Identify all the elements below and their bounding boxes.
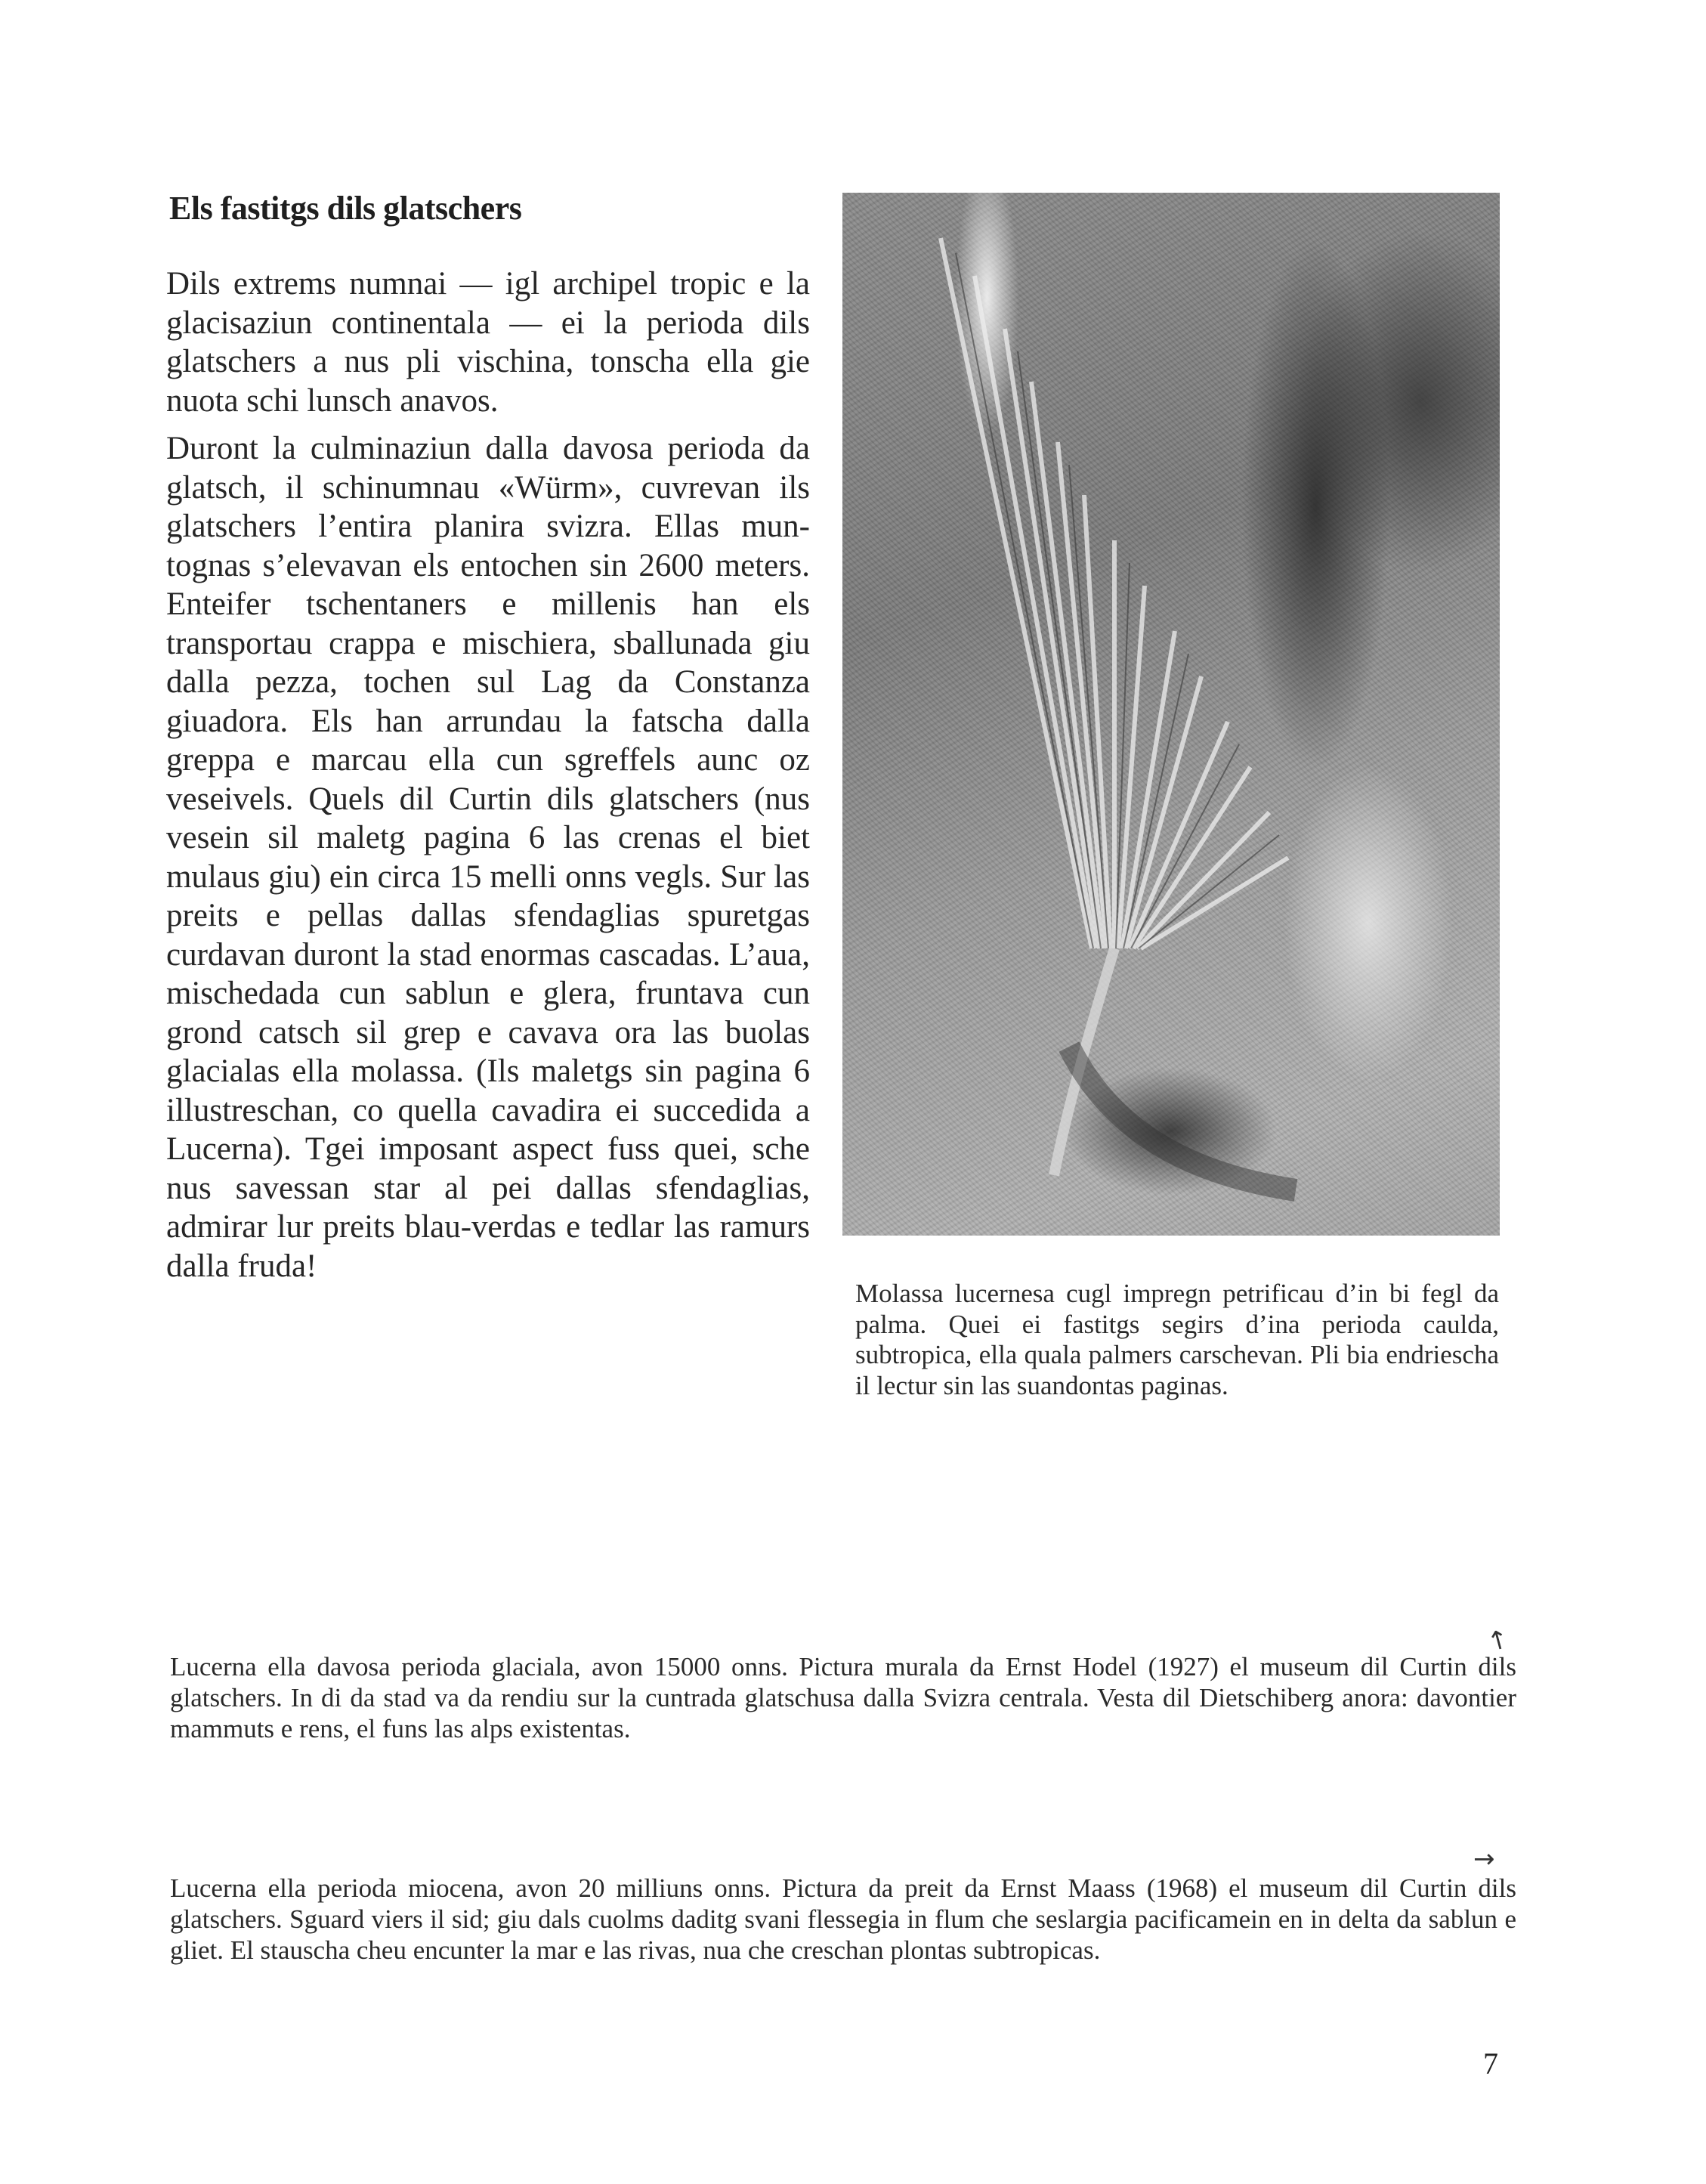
article-paragraph: Dils extrems numnai — igl archipel tropic e la glacisaziun continentala — ei la perioda dils glatschers a nus pli vischina, tonscha ella gie nuota schi lunsch anavos.	[166, 266, 810, 419]
fossil-palm-leaf-photo	[842, 193, 1500, 1236]
figure-note-miocene-period: Lucerna ella perioda miocena, avon 20 milliuns onns. Pictura da preit da Ernst Maass (1968) el museum dil Curtin dils glatschers. Sguard viers il sid; giu dals cuolms daditg svani flessegia in flum che seslargia pacificamein en in delta da sablun e gliet. El stauscha cheu encunter la mar e las rivas, nua che creschan plontas subtropicas.	[170, 1873, 1516, 1965]
page-number: 7	[1483, 2046, 1498, 2080]
photo-caption: Molassa lucernesa cugl impregn petrificau d’in bi fegl da palma. Quei ei fastitgs segirs d’ina perioda caulda, subtropica, ella quala palmers carschevan. Pli bia endriescha il lectur sin las suandontas paginas.	[855, 1279, 1499, 1400]
arrow-northeast-icon: ↗	[1479, 1623, 1516, 1657]
palm-leaf-fossil-illustration	[842, 193, 1500, 1236]
article-title: Els fastitgs dils glatschers	[169, 190, 522, 227]
article-paragraph: Duront la culminaziun dalla davosa perioda da glatsch, il schinumnau «Würm», cuvrevan ils glatschers l’entira planira svizra. Ellas muntognas s’elevavan els entochen sin 2600 meters. Enteifer tschentaners e millenis han els transportau crappa e mischiera, sballunada giu dalla pezza, tochen sul Lag da Constanza giuadora. Els han arrundau la fatscha dalla greppa e marcau ella cun sgreffels aunc oz veseivels. Quels dil Curtin dils glatschers (nus vesein sil maletg pagina 6 las crenas el biet mulaus giu) ein circa 15 melli onns vegls. Sur las preits e pellas dallas sfendaglias spuretgas curdavan duront la stad enormas cascadas. L’aua, mischedada cun sablun e glera, fruntava cun grond catsch sil grep e cavava ora las buolas glacialas ella molassa. (Ils maletgs sin pagina 6 illustreschan, co quella cavadira ei succedida a Lucerna). Tgei imposant aspect fuss quei, sche nus savessan star al pei dallas sfendaglias, admirar lur preits blau-verdas e tedlar las ramurs dalla fruda!	[166, 431, 810, 1284]
arrow-right-icon: →	[1473, 1844, 1495, 1874]
figure-note-glacial-period: Lucerna ella davosa perioda glaciala, avon 15000 onns. Pictura murala da Ernst Hodel (1927) el museum dil Curtin dils glatschers. In di da stad va da rendiu sur la cuntrada glatschusa dalla Svizra centrala. Vesta dil Dietschiberg anora: davontier mammuts e rens, el funs las alps existentas.	[170, 1652, 1516, 1743]
article-body	[166, 264, 810, 1295]
